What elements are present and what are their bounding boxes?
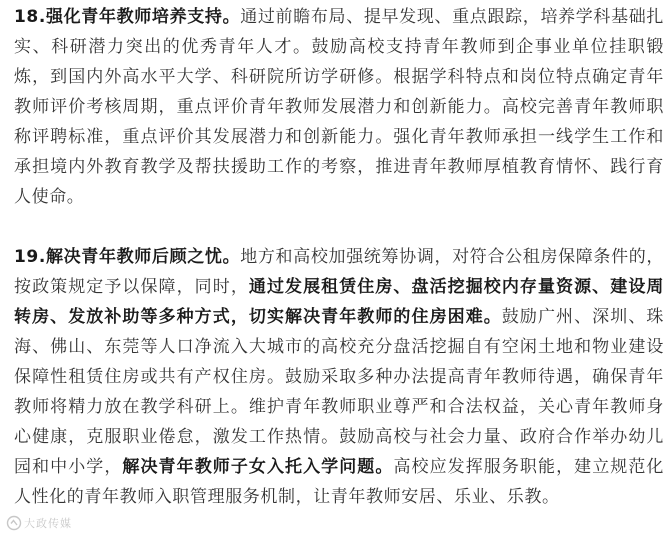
paragraph-19 <box>14 242 664 512</box>
paragraph-18-text: 通过前瞻布局、提早发现、重点跟踪，培养学科基础扎实、科研潜力突出的优秀青年人才。鼓励高校支持青年教师到企事业单位挂职锻炼，到国内外高水平大学、科研院所访学研修。根据学科特点和岗位特点确定青年教师评价考核周期，重点评价青年教师发展潜力和创新能力。高校完善青年教师职称评聘标准，重点评价其发展潜力和创新能力。强化青年教师承担一线学生工作和承担境内外教育教学及帮扶援助工作的考察，推进青年教师厚植教育情怀、践行育人使命。 <box>14 7 664 207</box>
paragraph-18-heading: 18.强化青年教师培养支持。 <box>14 7 241 27</box>
paragraph-19-text-1: 地方和高校加强统筹协调，对符合公租房保障条件的，按政策规定予以保障，同时， <box>14 247 664 297</box>
watermark <box>6 515 76 531</box>
paragraph-19-heading: 19.解决青年教师后顾之忧。 <box>14 247 241 267</box>
paragraph-19-text-3: 高校应发挥服务职能，建立规范化人性化的青年教师入职管理服务机制，让青年教师安居、乐业、乐教。 <box>14 457 665 507</box>
watermark-logo-icon <box>6 515 22 531</box>
watermark-lettering <box>24 516 76 530</box>
article-body <box>14 2 664 512</box>
paragraph-19-emphasis-housing: 通过发展租赁住房、盘活挖掘校内存量资源、建设周转房、发放补助等多种方式，切实解决青年教师的住房困难。 <box>14 277 664 327</box>
paragraph-19-emphasis-childcare: 解决青年教师子女入托入学问题。 <box>122 457 394 477</box>
paragraph-19-text-2: 鼓励广州、深圳、珠海、佛山、东莞等人口净流入大城市的高校充分盘活挖掘自有空闲土地和物业建设保障性租赁住房或共有产权住房。鼓励采取多种办法提高青年教师待遇，确保青年教师将精力放在教学科研上。维护青年教师职业尊严和合法权益，关心青年教师身心健康，克服职业倦怠，激发工作热情。鼓励高校与社会力量、政府合作举办幼儿园和中小学， <box>14 307 664 477</box>
svg-text:大政传媒: 大政传媒 <box>24 517 72 530</box>
paragraph-18 <box>14 2 664 212</box>
